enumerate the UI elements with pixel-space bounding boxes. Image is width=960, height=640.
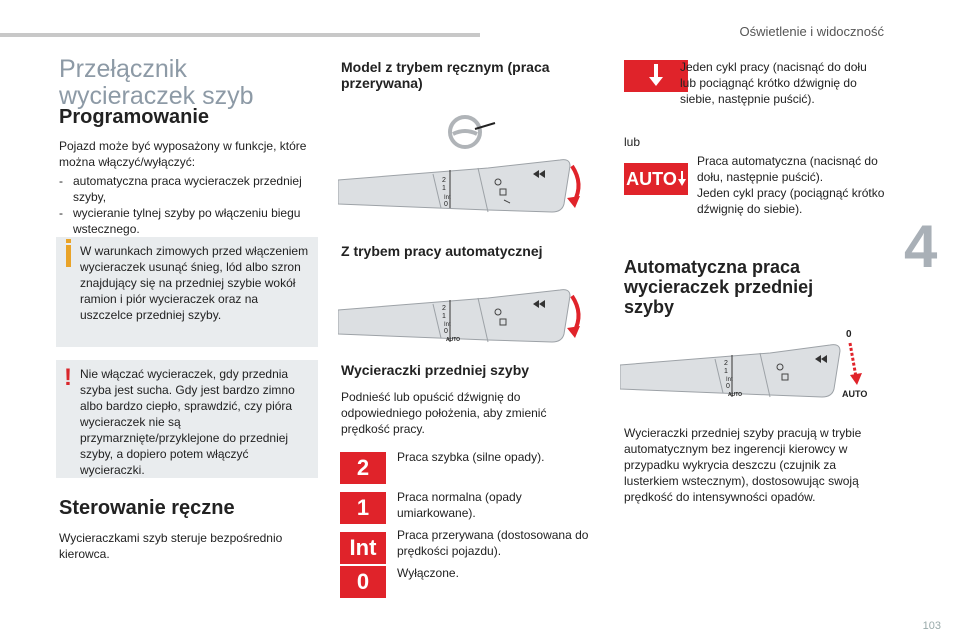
front-wipers-text: Podnieść lub opuścić dźwignię do odpowiedniego położenia, aby zmienić prędkość pracy.	[341, 390, 547, 436]
warning-icon: !	[64, 364, 72, 391]
wiper-stalk-auto-diagram	[338, 282, 588, 360]
wiper-stalk-auto-front-diagram	[620, 325, 880, 415]
steering-wheel-icon	[445, 112, 497, 152]
position-badge-1: 1	[340, 492, 386, 524]
stalk-label-int: Int	[444, 195, 451, 201]
stalk-label-1: 1	[724, 368, 728, 375]
position-badge-0: 0	[340, 566, 386, 598]
position-text-2: Praca szybka (silne opady).	[397, 450, 545, 464]
or-text: lub	[624, 135, 641, 149]
programming-list	[57, 173, 319, 237]
info-note-text: W warunkach zimowych przed włączeniem wycieraczek usunąć śnieg, lód albo szron znajdujący się na przedniej szybie wokół ramion i piór wycieraczek oraz na uszczelce przedniej szyby.	[80, 244, 309, 322]
position-text-int: Praca przerywana (dostosowana do prędkości pojazdu).	[397, 528, 589, 558]
stalk-label-int: Int	[726, 377, 733, 383]
position-badge-int: Int	[340, 532, 386, 564]
stalk-label-2: 2	[442, 177, 446, 184]
top-rule	[0, 33, 480, 37]
position-badge-2: 2	[340, 452, 386, 484]
list-item: - wycieranie tylnej szyby po włączeniu biegu wstecznego.	[57, 205, 319, 237]
list-item: - automatyczna praca wycieraczek przedniej szyby,	[57, 173, 319, 205]
manual-heading: Sterowanie ręczne	[59, 497, 235, 519]
stalk-label-0: 0	[726, 383, 730, 390]
stalk-label-auto: AUTO	[728, 392, 743, 398]
page-number: 103	[922, 620, 941, 632]
auto-heading: Automatyczna praca wycieraczek przedniej szyby	[624, 257, 814, 317]
stalk-label-1: 1	[442, 185, 446, 192]
wiper-stalk-manual-diagram	[338, 152, 588, 230]
auto-arrow-icon	[624, 163, 688, 195]
position-text-0: Wyłączone.	[397, 566, 459, 580]
stalk-label-0: 0	[444, 328, 448, 335]
stalk-label-1: 1	[442, 313, 446, 320]
model-auto-heading: Z trybem pracy automatycznej	[341, 243, 543, 259]
chapter-number: 4	[904, 213, 938, 280]
single-cycle-text: Jeden cykl pracy (nacisnąć do dołu lub pociągnąć krótko dźwignię do siebie, następnie puścić).	[680, 60, 867, 106]
info-icon	[66, 245, 71, 267]
auto-description: Wycieraczki przedniej szyby pracują w trybie automatycznym bez ingerencji kierowcy w przypadku wykrycia deszczu (czujnik za lusterkiem wstecznym), dostosowując swoją prędkość do intensywności opadów.	[624, 426, 862, 504]
stalk-label-2: 2	[724, 360, 728, 367]
programming-heading: Programowanie	[59, 106, 210, 128]
page-title: Przełącznik wycieraczek szyb	[59, 55, 254, 110]
model-manual-heading: Model z trybem ręcznym (praca przerywana)	[341, 59, 550, 91]
diagram-label-zero: 0	[846, 329, 852, 340]
stalk-label-int: Int	[444, 322, 451, 328]
diagram-label-auto: AUTO	[842, 389, 868, 399]
position-text-1: Praca normalna (opady umiarkowane).	[397, 490, 522, 520]
auto-badge-label: AUTO	[626, 168, 677, 189]
stalk-label-0: 0	[444, 201, 448, 208]
arrow-down-icon	[624, 60, 688, 92]
auto-mode-text: Praca automatyczna (nacisnąć do dołu, następnie puścić). Jeden cykl pracy (pociągnąć krótko dźwignię do siebie).	[697, 154, 885, 216]
front-wipers-heading: Wycieraczki przedniej szyby	[341, 362, 530, 378]
stalk-label-auto: AUTO	[446, 337, 461, 343]
section-title: Oświetlenie i widoczność	[739, 24, 884, 39]
programming-intro: Pojazd może być wyposażony w funkcje, które można włączyć/wyłączyć:	[59, 139, 307, 169]
manual-text: Wycieraczkami szyb steruje bezpośrednio kierowca.	[59, 531, 283, 561]
stalk-label-2: 2	[442, 305, 446, 312]
warning-note-text: Nie włączać wycieraczek, gdy przednia szyba jest sucha. Gdy jest bardzo zimno albo bardzo ciepło, sprawdzić, czy pióra wycieraczek nie są przymarznięte/przyklejone do przedniej szyby, a dopiero potem włączyć wycieraczki.	[80, 367, 295, 477]
